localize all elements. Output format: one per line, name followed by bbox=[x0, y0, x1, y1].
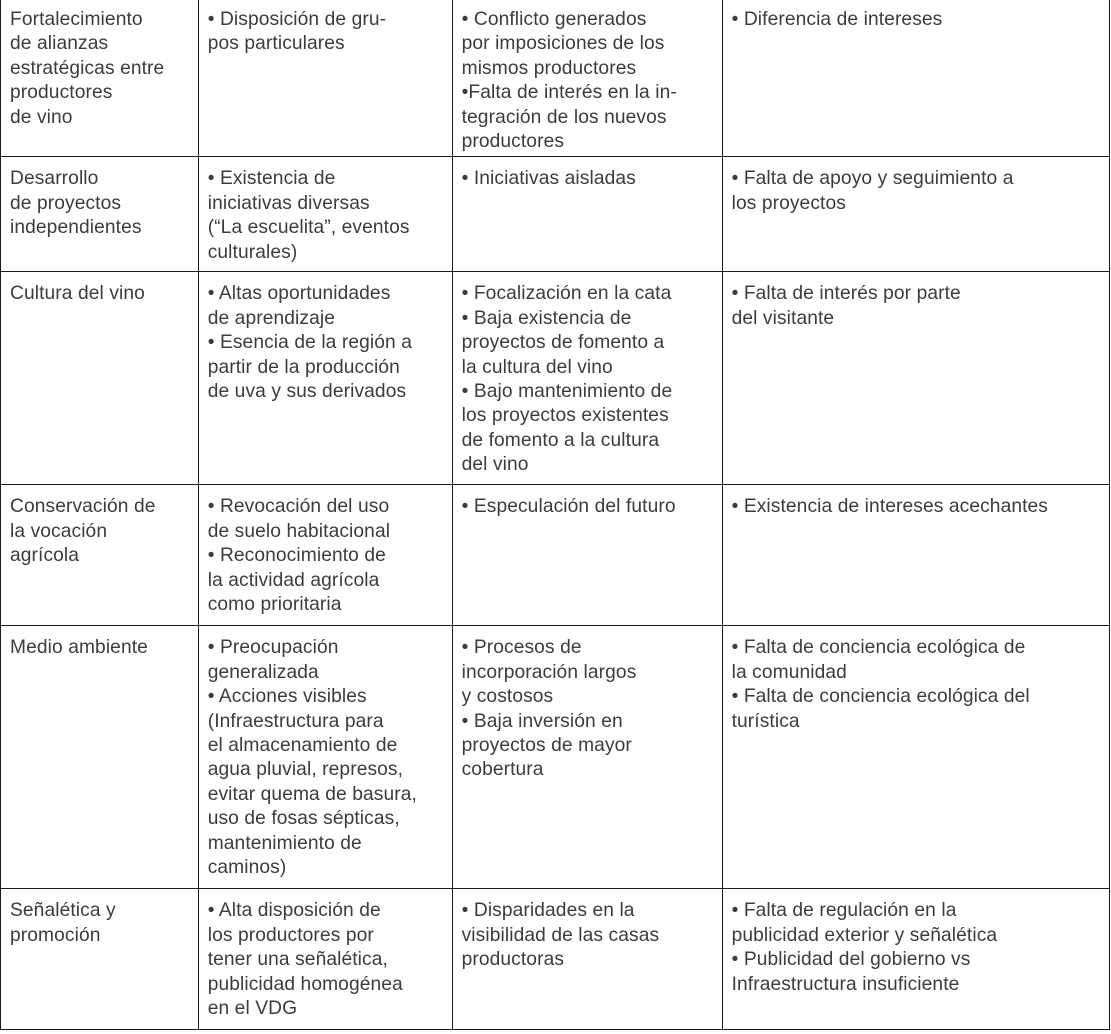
threats-cell: • Falta de interés por parte del visitante bbox=[722, 272, 1109, 485]
table-row bbox=[1, 0, 1110, 157]
topic-cell: Medio ambiente bbox=[1, 626, 199, 889]
table-row bbox=[1, 272, 1110, 485]
weaknesses-cell: • Conflicto generados por imposiciones de los mismos productores •Falta de interés en la in- tegración de los nuevos productores bbox=[452, 0, 722, 157]
weaknesses-cell: • Disparidades en la visibilidad de las casas productoras bbox=[452, 889, 722, 1030]
threats-cell: • Falta de conciencia ecológica de la comunidad • Falta de conciencia ecológica del turística bbox=[722, 626, 1109, 889]
weaknesses-cell: • Especulación del futuro bbox=[452, 485, 722, 626]
weaknesses-cell: • Iniciativas aisladas bbox=[452, 157, 722, 272]
topic-cell: Conservación de la vocación agrícola bbox=[1, 485, 199, 626]
strengths-cell: • Preocupación generalizada • Acciones visibles (Infraestructura para el almacenamiento de agua pluvial, represos, evitar quema de basura, uso de fosas sépticas, mantenimiento de caminos) bbox=[198, 626, 452, 889]
table-row bbox=[1, 157, 1110, 272]
table-row bbox=[1, 626, 1110, 889]
threats-cell: • Existencia de intereses acechantes bbox=[722, 485, 1109, 626]
strengths-cell: • Alta disposición de los productores por tener una señalética, publicidad homogénea en el VDG bbox=[198, 889, 452, 1030]
topic-cell: Fortalecimiento de alianzas estratégicas entre productores de vino bbox=[1, 0, 199, 157]
table-row bbox=[1, 485, 1110, 626]
topic-cell: Desarrollo de proyectos independientes bbox=[1, 157, 199, 272]
threats-cell: • Falta de regulación en la publicidad exterior y señalética • Publicidad del gobierno vs Infraestructura insuficiente bbox=[722, 889, 1109, 1030]
weaknesses-cell: • Procesos de incorporación largos y costosos • Baja inversión en proyectos de mayor cobertura bbox=[452, 626, 722, 889]
threats-cell: • Falta de apoyo y seguimiento a los proyectos bbox=[722, 157, 1109, 272]
threats-cell: • Diferencia de intereses bbox=[722, 0, 1109, 157]
strengths-cell: • Revocación del uso de suelo habitacional • Reconocimiento de la actividad agrícola como prioritaria bbox=[198, 485, 452, 626]
topic-cell: Señalética y promoción bbox=[1, 889, 199, 1030]
weaknesses-cell: • Focalización en la cata • Baja existencia de proyectos de fomento a la cultura del vino • Bajo mantenimiento de los proyectos existentes de fomento a la cultura del vino bbox=[452, 272, 722, 485]
table-row bbox=[1, 889, 1110, 1030]
topic-cell: Cultura del vino bbox=[1, 272, 199, 485]
strengths-cell: • Existencia de iniciativas diversas (“La escuelita”, eventos culturales) bbox=[198, 157, 452, 272]
strengths-cell: • Disposición de gru- pos particulares bbox=[198, 0, 452, 157]
strengths-cell: • Altas oportunidades de aprendizaje • Esencia de la región a partir de la producción de uva y sus derivados bbox=[198, 272, 452, 485]
